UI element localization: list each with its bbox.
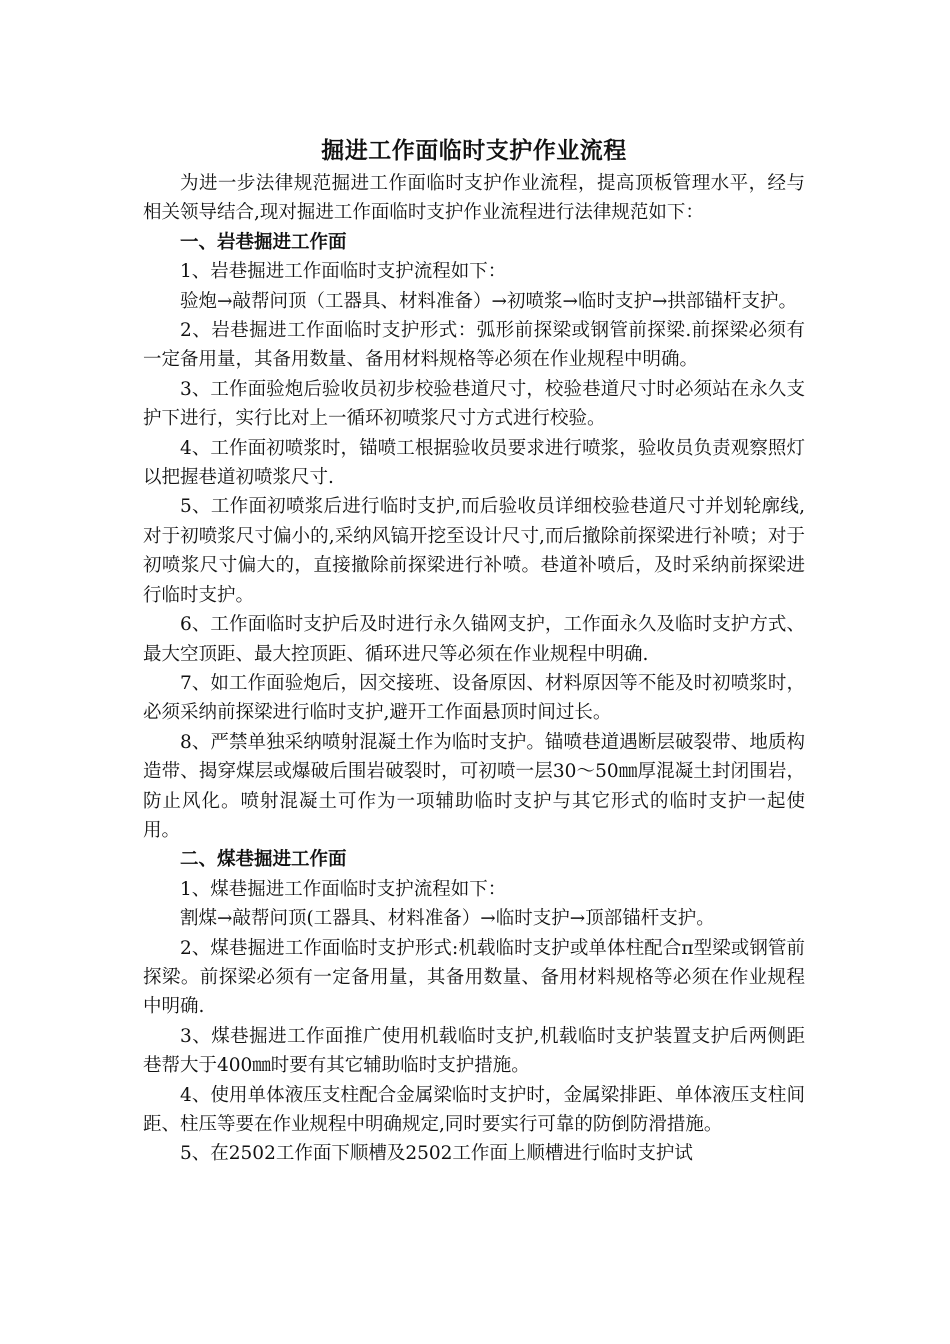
paragraph: 2、煤巷掘进工作面临时支护形式:机载临时支护或单体柱配合π型梁或钢管前探梁。前探梁必须有一定备用量，其备用数量、备用材料规格等必须在作业规程中明确.	[143, 937, 805, 1018]
paragraph: 验炮→敲帮问顶（工器具、材料准备）→初喷浆→临时支护→拱部锚杆支护。	[180, 290, 798, 312]
paragraph: 7、如工作面验炮后，因交接班、设备原因、材料原因等不能及时初喷浆时，必须采纳前探梁进行临时支护,避开工作面悬顶时间过长。	[143, 672, 805, 724]
paragraph: 5、工作面初喷浆后进行临时支护,而后验收员详细校验巷道尺寸并划轮廓线,对于初喷浆尺寸偏小的,采纳风镐开挖至设计尺寸,而后撤除前探梁进行补喷；对于初喷浆尺寸偏大的，直接撤除前探梁进行补喷。巷道补喷后，及时采纳前探梁进行临时支护。	[143, 496, 805, 606]
paragraph: 4、使用单体液压支柱配合金属梁临时支护时，金属梁排距、单体液压支柱间距、柱压等要在作业规程中明确规定,同时要实行可靠的防倒防滑措施。	[143, 1084, 805, 1135]
paragraph: 3、煤巷掘进工作面推广使用机载临时支护,机载临时支护装置支护后两侧距巷帮大于400㎜时要有其它辅助临时支护措施。	[143, 1025, 805, 1077]
document-page	[143, 134, 805, 1169]
paragraph: 3、工作面验炮后验收员初步校验巷道尺寸，校验巷道尺寸时必须站在永久支护下进行，实行比对上一循环初喷浆尺寸方式进行校验。	[143, 378, 805, 430]
paragraph: 5、在2502工作面下顺槽及2502工作面上顺槽进行临时支护试	[180, 1143, 693, 1165]
paragraph: 8、严禁单独采纳喷射混凝土作为临时支护。锚喷巷道遇断层破裂带、地质构造带、揭穿煤层或爆破后围岩破裂时，可初喷一层30～50㎜厚混凝土封闭围岩，防止风化。喷射混凝土可作为一项辅助临时支护与其它形式的临时支护一起使用。	[143, 731, 805, 841]
document-title: 掘进工作面临时支护作业流程	[321, 137, 627, 164]
paragraph: 4、工作面初喷浆时，锚喷工根据验收员要求进行喷浆，验收员负责观察照灯以把握巷道初喷浆尺寸.	[143, 437, 805, 489]
section-heading-coal-roadway: 二、煤巷掘进工作面	[180, 849, 347, 871]
paragraph: 割煤→敲帮问顶(工器具、材料准备）→临时支护→顶部锚杆支护。	[180, 908, 715, 930]
paragraph: 2、岩巷掘进工作面临时支护形式：弧形前探梁或钢管前探梁.前探梁必须有一定备用量，其备用数量、备用材料规格等必须在作业规程中明确。	[143, 320, 805, 371]
paragraph: 1、煤巷掘进工作面临时支护流程如下：	[180, 878, 507, 900]
intro-paragraph: 为进一步法律规范掘进工作面临时支护作业流程，提高顶板管理水平，经与相关领导结合,现对掘进工作面临时支护作业流程进行法律规范如下：	[143, 173, 805, 224]
paragraph: 6、工作面临时支护后及时进行永久锚网支护，工作面永久及临时支护方式、最大空顶距、最大控顶距、循环进尺等必须在作业规程中明确.	[143, 614, 805, 665]
section-heading-rock-roadway: 一、岩巷掘进工作面	[180, 231, 347, 253]
paragraph: 1、岩巷掘进工作面临时支护流程如下：	[180, 261, 507, 283]
